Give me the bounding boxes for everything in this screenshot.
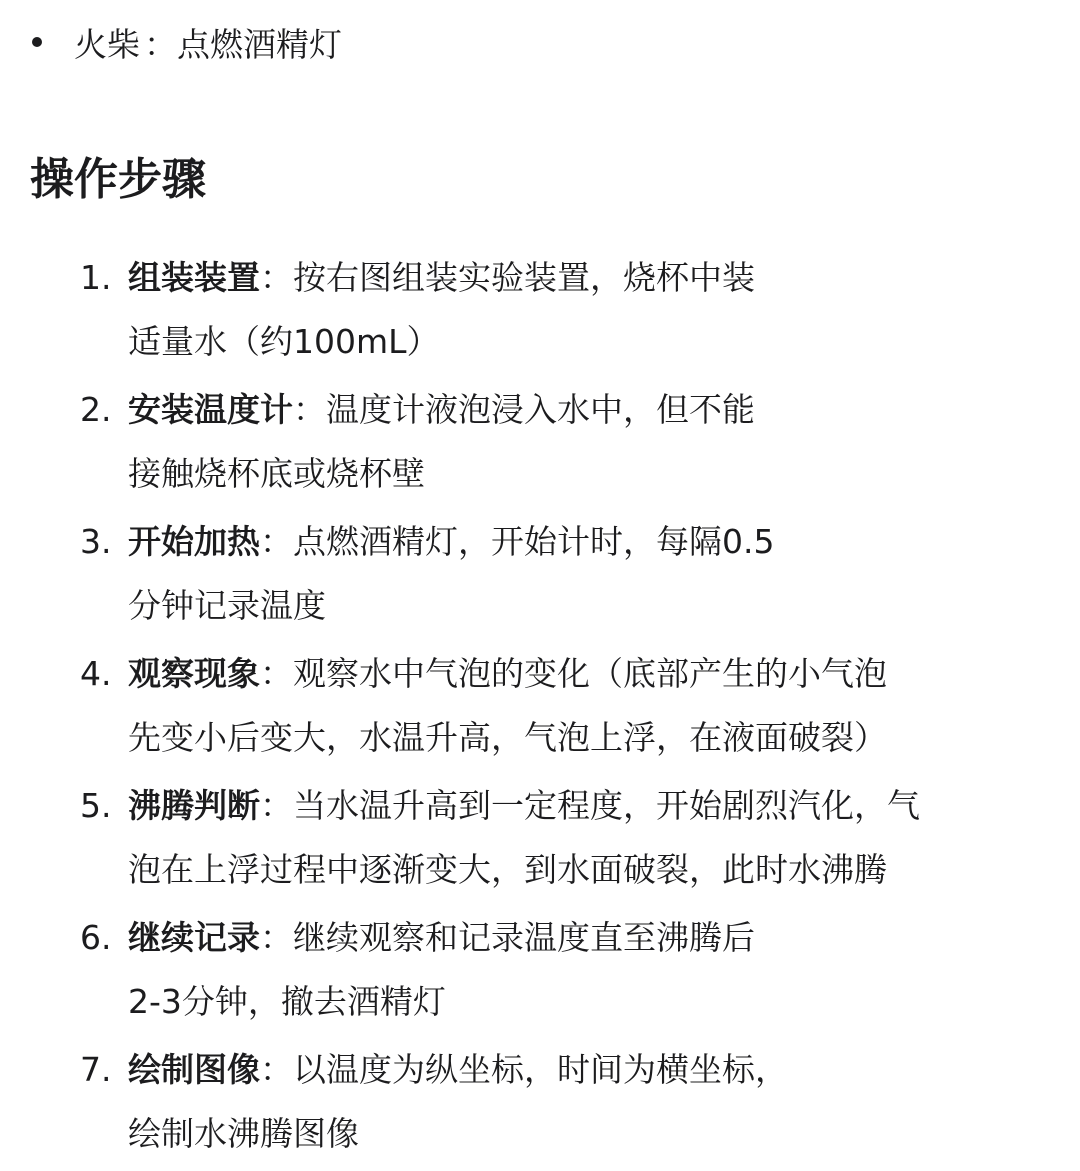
step-continuation: 绘制水沸腾图像 [128,1114,359,1153]
bullet-description: 点燃酒精灯 [177,24,342,64]
steps-list [0,246,1080,1170]
step-number: 6. [80,918,112,957]
step-item [0,378,1080,510]
step-continuation: 2-3分钟，撤去酒精灯 [128,982,446,1021]
step-text: ：按右图组装实验装置，烧杯中装 [260,258,755,297]
step-first-line [128,246,1060,310]
step-title: 继续记录 [128,918,260,957]
step-text: ：点燃酒精灯，开始计时，每隔0.5 [260,522,775,561]
step-item [0,1038,1080,1170]
step-number: 4. [80,654,112,693]
step-first-line [128,774,1060,838]
step-number: 7. [80,1050,112,1089]
step-number: 2. [80,390,112,429]
step-first-line [128,510,1060,574]
bullet-term: 火柴 [74,24,140,64]
step-continuation: 先变小后变大，水温升高，气泡上浮，在液面破裂） [128,718,887,757]
step-first-line [128,1038,1060,1102]
step-continuation: 适量水（约100mL） [128,322,440,361]
step-number: 1. [80,258,112,297]
step-continuation: 接触烧杯底或烧杯壁 [128,454,425,493]
step-text: ：观察水中气泡的变化（底部产生的小气泡 [260,654,887,693]
section-title: 操作步骤 [30,154,206,205]
step-first-line [128,642,1060,706]
step-number: 5. [80,786,112,825]
step-first-line [128,906,1060,970]
step-title: 观察现象 [128,654,260,693]
bullet-separator: ： [144,24,177,64]
step-title: 开始加热 [128,522,260,561]
materials-bullet-item [28,14,342,70]
step-item [0,774,1080,906]
step-text: ：继续观察和记录温度直至沸腾后 [260,918,755,957]
step-title: 组装装置 [128,258,260,297]
step-text: ：温度计液泡浸入水中，但不能 [293,390,755,429]
step-first-line [128,378,1060,442]
step-item [0,246,1080,378]
step-number: 3. [80,522,112,561]
step-text: ：当水温升高到一定程度，开始剧烈汽化，气 [260,786,920,825]
step-continuation: 分钟记录温度 [128,586,326,625]
step-item [0,510,1080,642]
step-title: 沸腾判断 [128,786,260,825]
step-title: 安装温度计 [128,390,293,429]
step-title: 绘制图像 [128,1050,260,1089]
step-item [0,906,1080,1038]
bullet-dot [32,37,42,47]
step-item [0,642,1080,774]
step-continuation: 泡在上浮过程中逐渐变大，到水面破裂，此时水沸腾 [128,850,887,889]
step-text: ：以温度为纵坐标，时间为横坐标， [260,1050,788,1089]
